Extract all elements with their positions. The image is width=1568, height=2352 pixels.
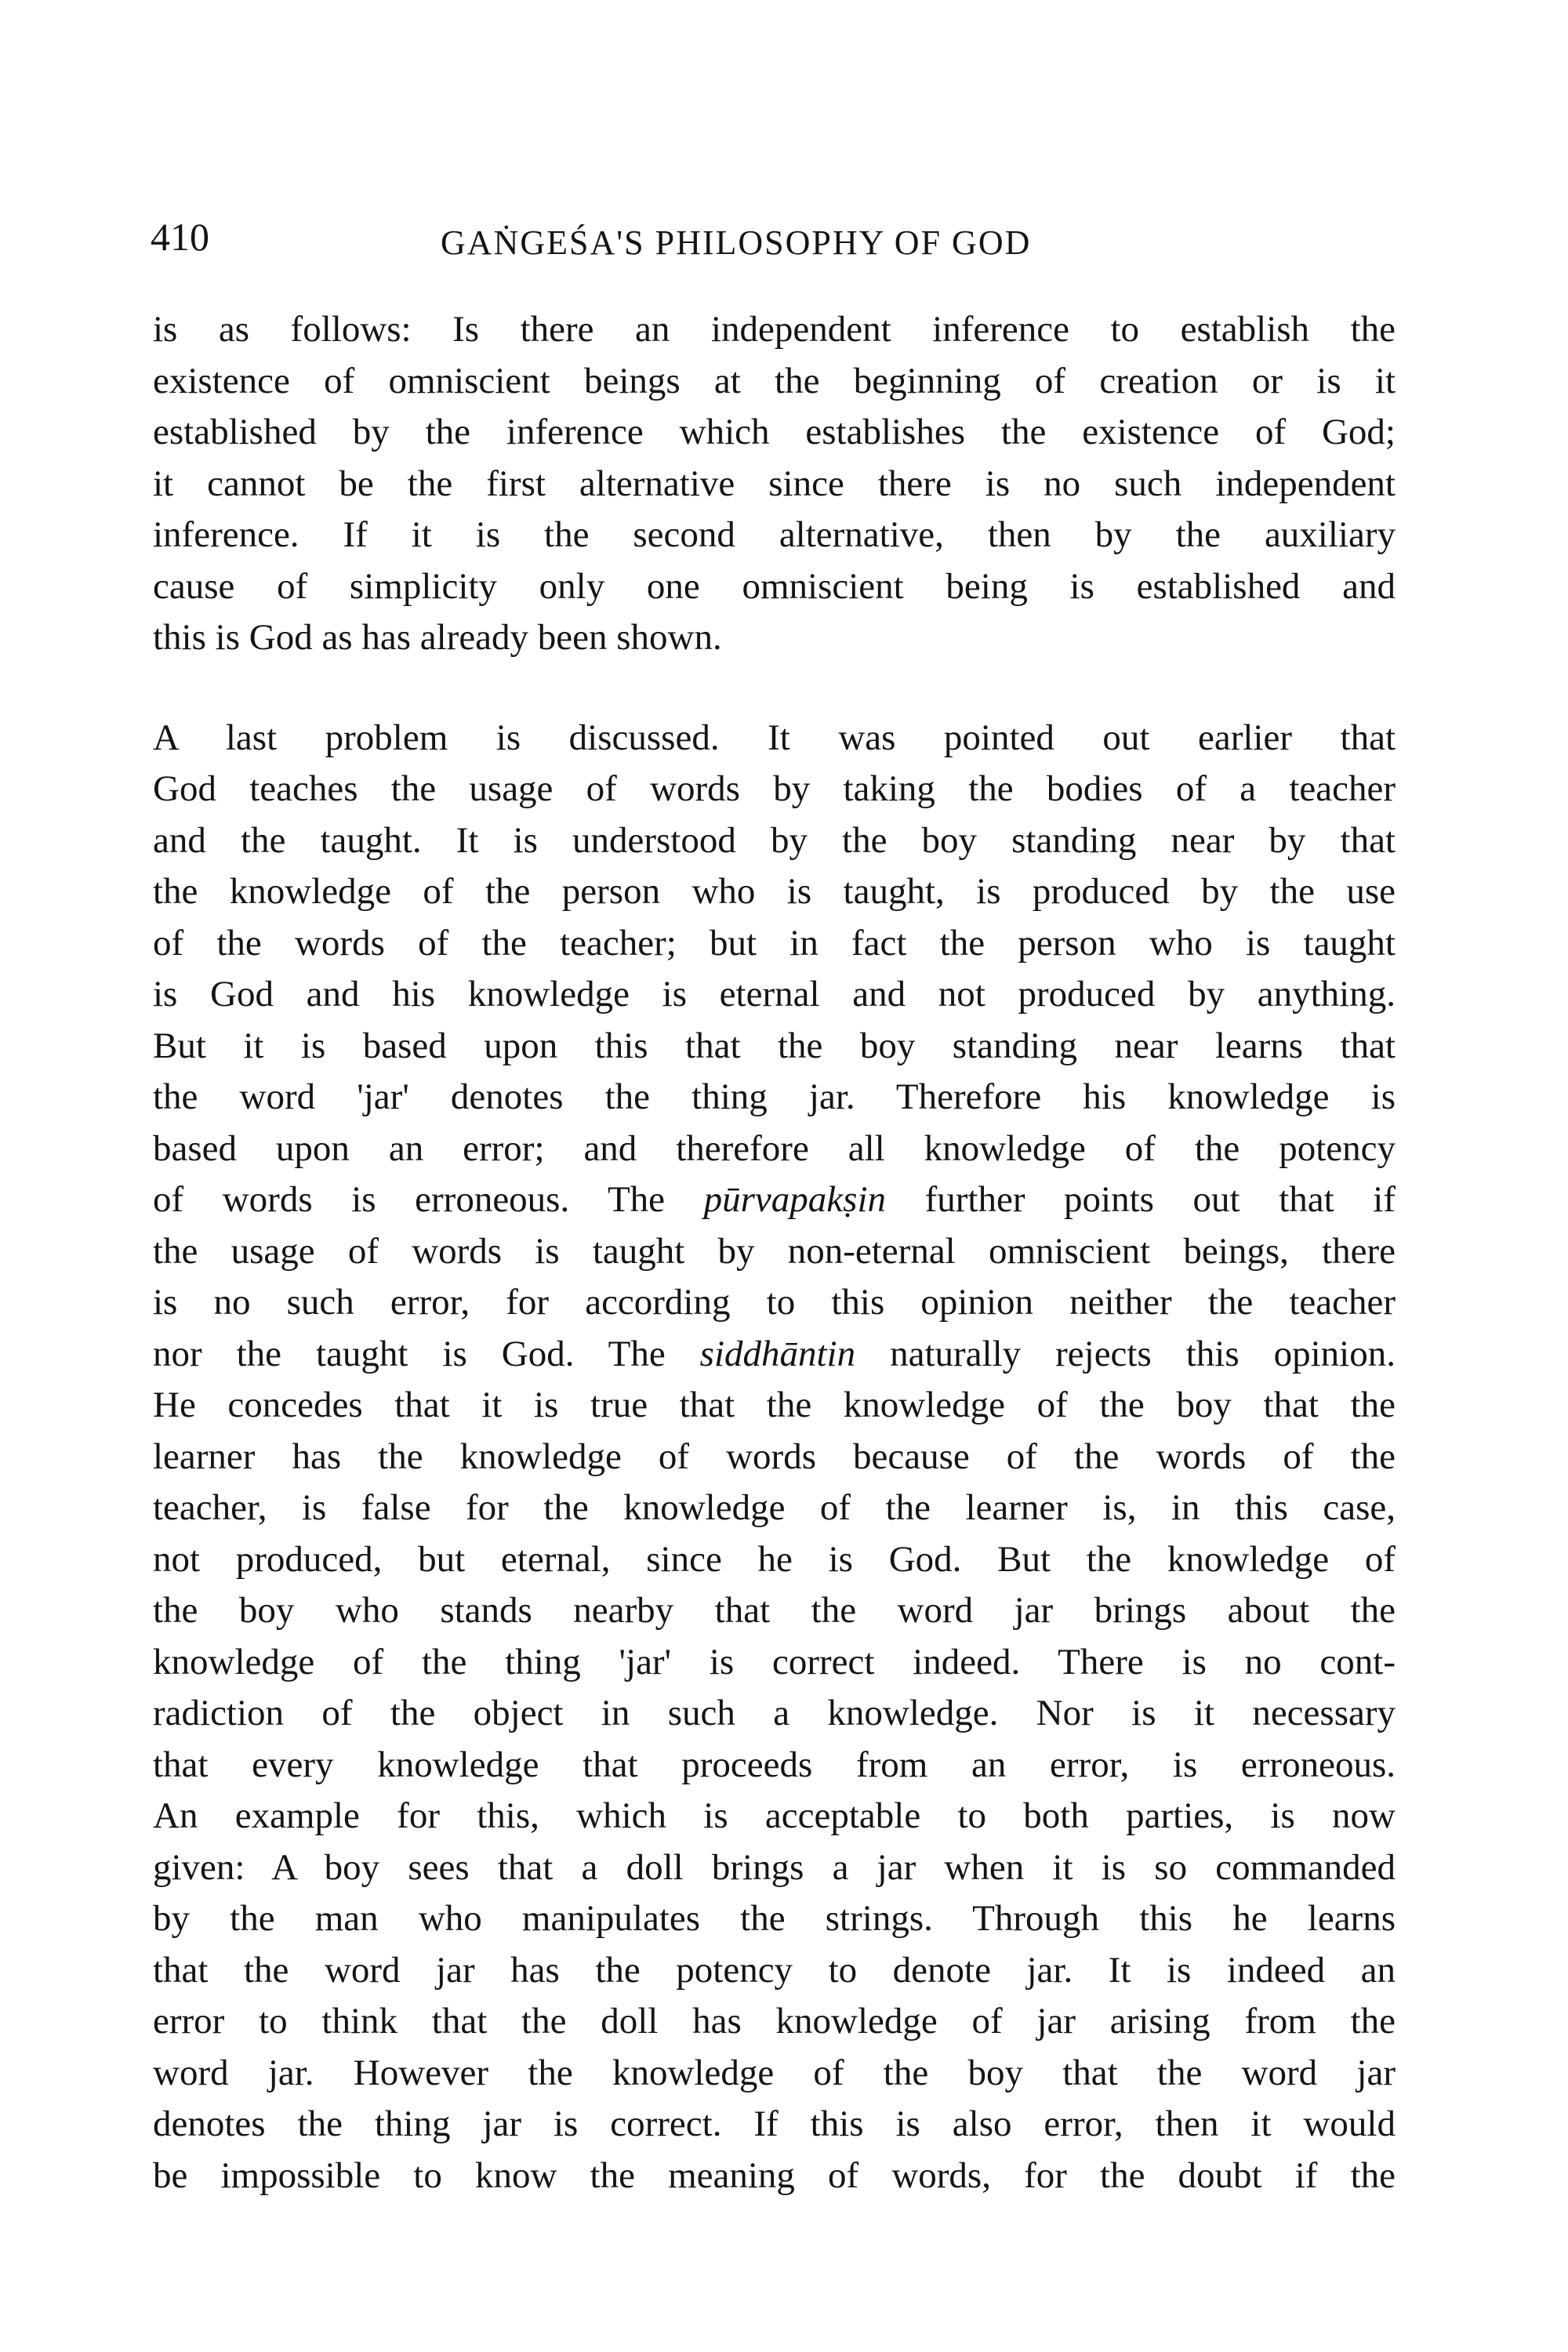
text-line: be impossible to know the meaning of words, for the doubt if the xyxy=(153,2154,1396,2196)
text-line: given: A boy sees that a doll brings a jar when it is so commanded xyxy=(153,1846,1396,1888)
text-line: is no such error, for according to this opinion neither the teacher xyxy=(153,1282,1396,1323)
text-segment: of words is erroneous. The xyxy=(153,1179,704,1220)
text-line: that the word jar has the potency to denote jar. It is indeed an xyxy=(153,1949,1396,1991)
text-line: inference. If it is the second alternative, then by the auxiliary xyxy=(153,514,1396,555)
text-line: word jar. However the knowledge of the boy that the word jar xyxy=(153,2052,1396,2093)
text-line: He concedes that it is true that the knowledge of the boy that the xyxy=(153,1385,1396,1425)
text-line: An example for this, which is acceptable to both parties, is now xyxy=(153,1795,1396,1836)
text-line: of the words of the teacher; but in fact the person who is taught xyxy=(153,922,1396,964)
text-line: the knowledge of the person who is taught, is produced by the use xyxy=(153,871,1396,912)
text-segment: nor the taught is God. The xyxy=(153,1333,700,1374)
text-line: God teaches the usage of words by taking the bodies of a teacher xyxy=(153,768,1396,809)
text-line: the word 'jar' denotes the thing jar. Therefore his knowledge is xyxy=(153,1076,1396,1117)
text-line: based upon an error; and therefore all knowledge of the potency xyxy=(153,1127,1396,1169)
text-line: the usage of words is taught by non-eternal omniscient beings, there xyxy=(153,1230,1396,1272)
text-line: is God and his knowledge is eternal and not produced by anything. xyxy=(153,974,1396,1014)
text-line: this is God as has already been shown. xyxy=(153,617,722,658)
paragraph-two xyxy=(153,713,1396,2202)
text-line: is as follows: Is there an independent inference to establish the xyxy=(153,309,1396,350)
paragraph-one xyxy=(153,304,1396,664)
text-line: it cannot be the first alternative since there is no such independent xyxy=(153,463,1396,504)
text-line-with-term xyxy=(153,1174,1396,1226)
text-line: knowledge of the thing 'jar' is correct indeed. There is no cont- xyxy=(153,1641,1396,1682)
text-line-with-term xyxy=(153,1329,1396,1381)
text-line: teacher, is false for the knowledge of the learner is, in this case, xyxy=(153,1487,1396,1528)
sanskrit-term-purvapaksin: pūrvapakṣin xyxy=(703,1179,886,1220)
text-line: not produced, but eternal, since he is God. But the knowledge of xyxy=(153,1538,1396,1580)
body-text xyxy=(153,304,1396,2201)
text-segment: further points out that if xyxy=(886,1179,1396,1220)
text-line: denotes the thing jar is correct. If this is also error, then it would xyxy=(153,2103,1396,2144)
text-line: learner has the knowledge of words because of the words of the xyxy=(153,1436,1396,1477)
text-line: error to think that the doll has knowledge of jar arising from the xyxy=(153,2001,1396,2042)
text-line: established by the inference which establishes the existence of God; xyxy=(153,412,1396,452)
text-line: cause of simplicity only one omniscient being is established and xyxy=(153,565,1396,607)
text-line: by the man who manipulates the strings. Through this he learns xyxy=(153,1898,1396,1939)
text-line: A last problem is discussed. It was pointed out earlier that xyxy=(153,717,1396,758)
page-header xyxy=(151,213,1421,276)
text-line: But it is based upon this that the boy standing near learns that xyxy=(153,1025,1396,1066)
text-line: existence of omniscient beings at the beginning of creation or is it xyxy=(153,360,1396,401)
text-line: that every knowledge that proceeds from an error, is erroneous. xyxy=(153,1744,1396,1785)
text-line: radiction of the object in such a knowledge. Nor is it necessary xyxy=(153,1693,1396,1733)
running-title: GAṄGEŚA'S PHILOSOPHY OF GOD xyxy=(441,223,1032,262)
text-line: the boy who stands nearby that the word jar brings about the xyxy=(153,1590,1396,1631)
page-number: 410 xyxy=(151,215,209,259)
text-segment: naturally rejects this opinion. xyxy=(855,1333,1396,1374)
text-line: and the taught. It is understood by the boy standing near by that xyxy=(153,819,1396,861)
sanskrit-term-siddhantin: siddhāntin xyxy=(699,1333,856,1374)
